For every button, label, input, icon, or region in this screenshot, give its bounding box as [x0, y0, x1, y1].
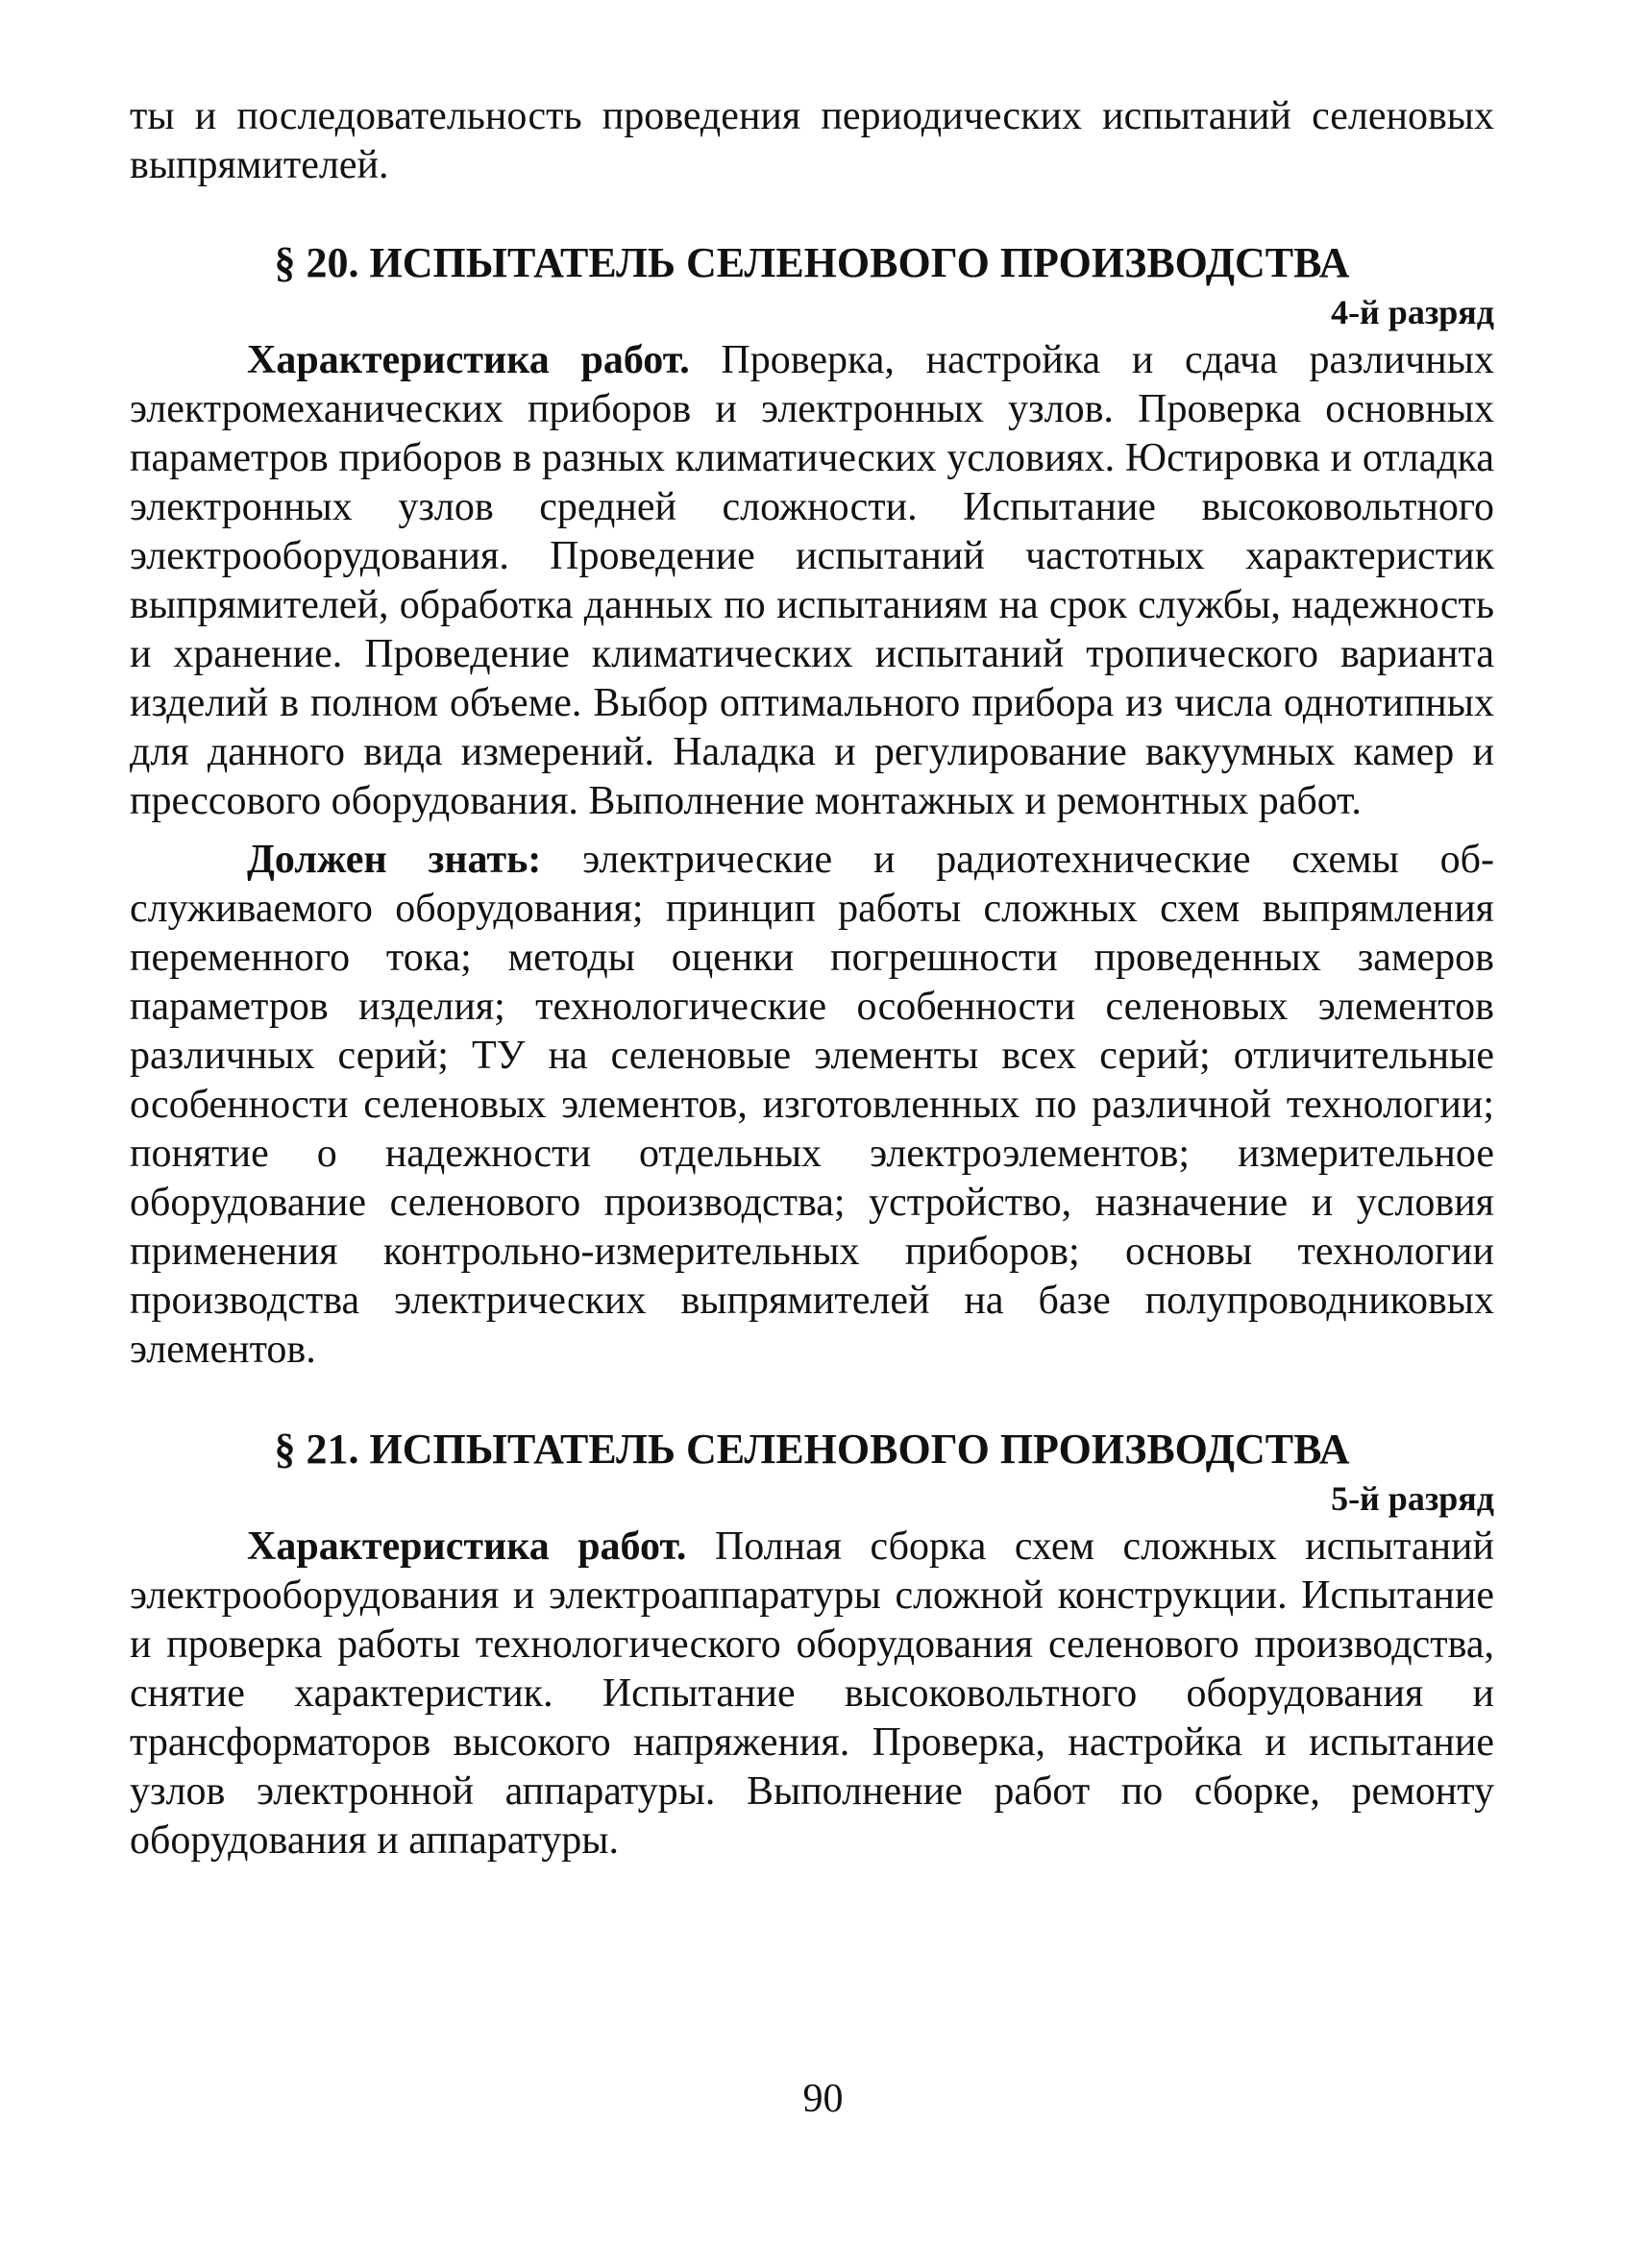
intro-paragraph: ты и последовательность проведения периодических испытаний селеновых выпрямителей. — [130, 94, 1494, 187]
document-page — [130, 92, 1494, 1866]
spacer — [130, 1375, 1494, 1425]
section-grade: 5-й разряд — [1331, 1479, 1494, 1518]
spacer — [130, 190, 1494, 238]
knowledge-paragraph — [130, 836, 1494, 1375]
spacer — [130, 826, 1494, 836]
knowledge-text: электрические и радиотехнические схемы обслуживаемого оборудования; принцип работы сложных схем выпрямления переменного тока; методы оценки погрешности проведенных замеров параметров изделия; технологические особенности селеновых элементов различных серий; ТУ на селеновые элементы всех серий; отличительные особенности селеновых элементов, изготовленных по различной технологии; понятие о надежности отдельных электроэлементов; измерительное оборудование селенового производства; устройство, назначение и условия применения контрольно-измерительных приборов; основы технологии производства электрических выпрямителей на базе полупроводниковых элементов. — [130, 838, 1495, 1372]
characteristics-paragraph — [130, 1523, 1494, 1866]
section-heading: § 20. ИСПЫТАТЕЛЬ СЕЛЕНОВОГО ПРОИЗВОДСТВА — [274, 239, 1350, 286]
section-21 — [130, 1425, 1494, 1866]
characteristics-lead: Характеристика работ. — [247, 1524, 687, 1569]
characteristics-text: Полная сборка схем сложных испытаний электрооборудования и электроаппаратуры сложной конструкции. Испытание и проверка работы технологического оборудования селенового производства, снятие характеристик. Испытание высоковольтного оборудования и трансформаторов высокого напряжения. Проверка, настройка и испытание узлов электронной аппаратуры. Выполнение работ по сборке, ремонту оборудования и аппаратуры. — [130, 1524, 1494, 1863]
characteristics-text: Проверка, настройка и сдача различных электромеханических приборов и электронных узлов. Проверка основных параметров приборов в разных климатических условиях. Юстировка и отладка электронных узлов средней сложности. Испытание высоковольтного электрооборудования. Проведение испытаний частотных характеристик выпрямителей, обработка данных по испытаниям на срок службы, надежность и хранение. Проведение климатических испытаний тропического варианта изделий в полном объеме. Выбор оптимального прибора из числа однотипных для данного вида измерений. Наладка и регулирование вакуумных камер и прессового оборудования. Выполнение монтажных и ремонтных работ. — [130, 338, 1494, 823]
characteristics-paragraph — [130, 336, 1494, 826]
characteristics-lead: Характеристика работ. — [247, 338, 690, 382]
page-number: 90 — [802, 2077, 844, 2121]
section-heading: § 21. ИСПЫТАТЕЛЬ СЕЛЕНОВОГО ПРОИЗВОДСТВА — [274, 1426, 1350, 1473]
section-20 — [130, 238, 1494, 1375]
section-grade: 4-й разряд — [1331, 293, 1494, 331]
knowledge-lead: Должен знать: — [247, 838, 542, 882]
